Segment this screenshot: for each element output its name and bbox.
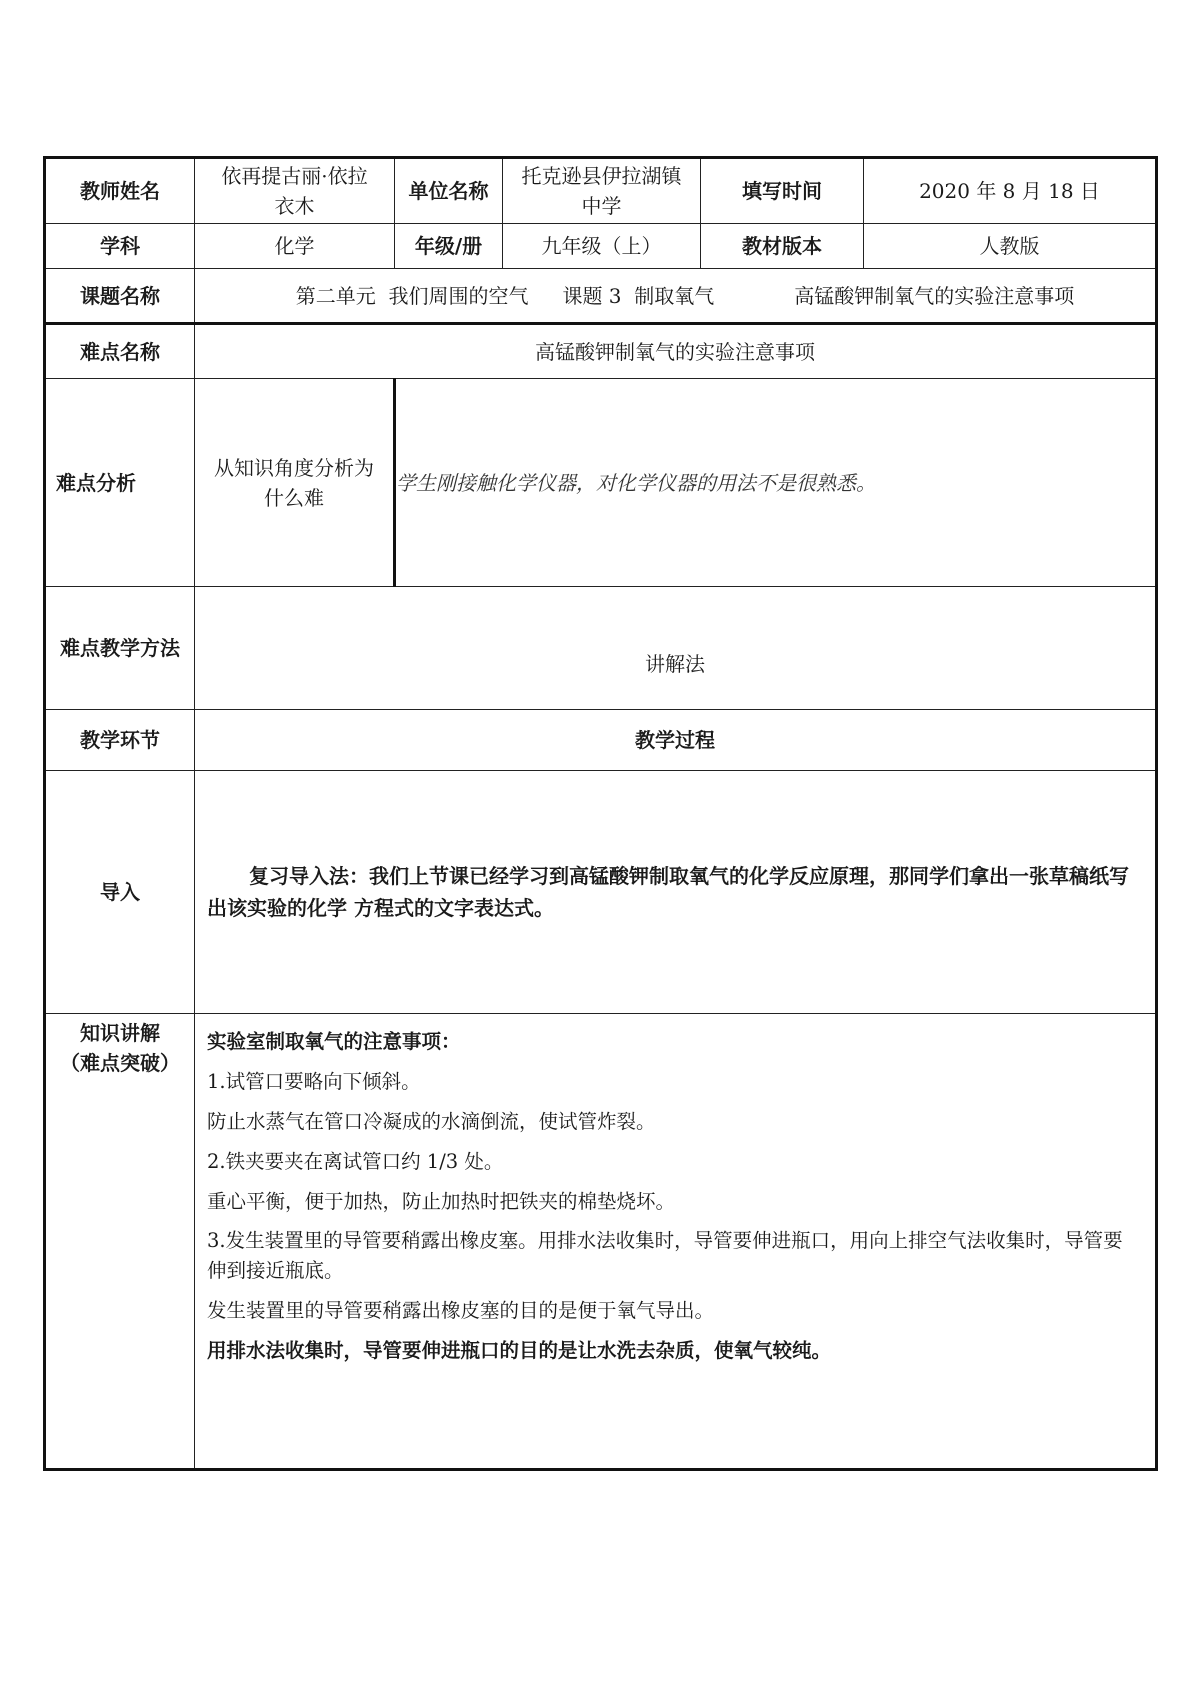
analysis-label: 难点分析 xyxy=(45,379,195,587)
lesson-plan-sheet xyxy=(43,156,1155,1471)
header-row-1 xyxy=(45,158,1157,224)
intro-text: 复习导入法：我们上节课已经学习到高锰酸钾制取氧气的化学反应原理，那同学们拿出一张草稿纸写出该实验的化学 方程式的文字表达式。 xyxy=(207,864,1129,920)
intro-cell xyxy=(195,771,1157,1014)
analysis-sub-label: 从知识角度分析为什么难 xyxy=(195,379,395,587)
knowledge-label-line1: 知识讲解 xyxy=(80,1021,160,1045)
note-item: 发生装置里的导管要稍露出橡皮塞的目的是便于氧气导出。 xyxy=(207,1299,715,1322)
topic-value xyxy=(195,269,1157,324)
header-row-2 xyxy=(45,224,1157,269)
method-value: 讲解法 xyxy=(645,652,705,676)
edition-value: 人教版 xyxy=(864,224,1157,269)
subject-label: 学科 xyxy=(45,224,195,269)
edition-label: 教材版本 xyxy=(701,224,864,269)
note-item: 防止水蒸气在管口冷凝成的水滴倒流，使试管炸裂。 xyxy=(207,1110,656,1133)
intro-row xyxy=(45,771,1157,1014)
subject-value: 化学 xyxy=(195,224,395,269)
teacher-name-value: 依再提古丽·依拉衣木 xyxy=(195,158,395,224)
unit-name-label: 单位名称 xyxy=(395,158,503,224)
process-header-row xyxy=(45,710,1157,771)
knowledge-row xyxy=(45,1014,1157,1470)
topic-row xyxy=(45,269,1157,324)
fill-date-value: 2020 年 8 月 18 日 xyxy=(864,158,1157,224)
fill-date-label: 填写时间 xyxy=(701,158,864,224)
note-item: 重心平衡，便于加热，防止加热时把铁夹的棉垫烧坏。 xyxy=(207,1190,676,1213)
note-item: 3.发生装置里的导管要稍露出橡皮塞。用排水法收集时，导管要伸进瓶口，用向上排空气法收集时，导管要伸到接近瓶底。 xyxy=(207,1229,1123,1282)
grade-label: 年级/册 xyxy=(395,224,503,269)
lesson-plan-table xyxy=(43,156,1158,1471)
topic-label: 课题名称 xyxy=(45,269,195,324)
analysis-value: 学生刚接触化学仪器，对化学仪器的用法不是很熟悉。 xyxy=(395,379,1157,587)
teacher-name-label: 教师姓名 xyxy=(45,158,195,224)
note-item-bold: 用排水法收集时，导管要伸进瓶口的目的是让水洗去杂质，使氧气较纯。 xyxy=(207,1339,832,1362)
unit-name-value: 托克逊县伊拉湖镇中学 xyxy=(503,158,701,224)
note-item: 1.试管口要略向下倾斜。 xyxy=(207,1070,421,1093)
topic-unit: 第二单元 我们周围的空气 xyxy=(295,283,529,308)
knowledge-content xyxy=(195,1014,1157,1470)
note-item: 2.铁夹要夹在离试管口约 1/3 处。 xyxy=(207,1150,504,1173)
topic-lesson: 课题 3 制取氧气 xyxy=(562,283,715,308)
note-heading: 实验室制取氧气的注意事项： xyxy=(207,1030,461,1053)
difficulty-label: 难点名称 xyxy=(45,324,195,379)
stage-label: 教学环节 xyxy=(45,710,195,771)
difficulty-value: 高锰酸钾制氧气的实验注意事项 xyxy=(195,324,1157,379)
topic-title: 高锰酸钾制氧气的实验注意事项 xyxy=(794,283,1075,308)
knowledge-label-line2: （难点突破） xyxy=(60,1051,180,1075)
process-label: 教学过程 xyxy=(195,710,1157,771)
analysis-row xyxy=(45,379,1157,587)
method-value-cell xyxy=(195,587,1157,710)
knowledge-label xyxy=(45,1014,195,1470)
method-label: 难点教学方法 xyxy=(45,587,195,710)
method-row xyxy=(45,587,1157,710)
difficulty-row xyxy=(45,324,1157,379)
grade-value: 九年级（上） xyxy=(503,224,701,269)
intro-label: 导入 xyxy=(45,771,195,1014)
